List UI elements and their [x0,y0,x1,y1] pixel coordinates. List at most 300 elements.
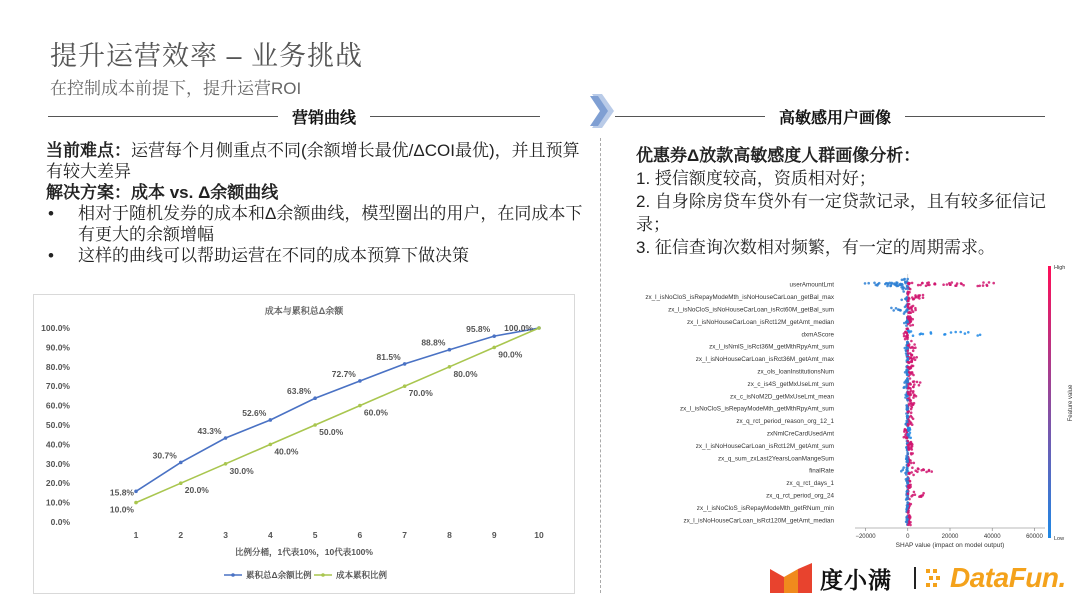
datafun-logo-text: DataFun. [950,562,1066,593]
shap-point [919,381,922,384]
shap-point [907,423,910,426]
shap-point [964,332,967,335]
data-point [224,462,228,466]
shap-point [926,282,929,285]
shap-point [911,494,914,497]
shap-point [907,444,910,447]
shap-point [877,283,880,286]
x-tick-label: 4 [267,530,273,540]
shap-point [906,490,909,493]
shap-point [912,305,915,308]
shap-point [982,281,985,284]
x-tick-label: 5 [312,530,318,540]
series-line-0 [136,328,539,491]
shap-point [909,524,912,527]
x-tick-label: 10 [534,530,544,540]
shap-point [914,309,917,312]
shap-point [904,331,907,334]
data-label: 81.5% [376,351,401,362]
feature-label: zx_l_isNoHouseCarLoan_isRct12M_getAmt_median [686,318,834,326]
shap-point [911,296,914,299]
shap-point [903,278,906,281]
feature-label: zx_c_is4S_getMxUseLmt_sum [747,380,834,388]
x-tick-label: 20000 [941,534,959,540]
shap-point [913,380,916,383]
shap-point [907,427,910,430]
shap-point [914,469,917,472]
line-chart-svg [34,295,574,593]
shap-point [910,393,913,396]
shap-point [906,377,909,380]
analysis-title: 优惠券Δ放款高敏感度人群画像分析： [636,146,921,165]
shap-point [910,340,913,343]
shap-point [902,466,905,469]
shap-point [914,346,917,349]
x-tick-label: 60000 [1026,534,1043,540]
x-tick-label: 3 [223,530,228,540]
shap-point [956,282,959,285]
shap-point [867,282,870,285]
heading-label: 营销曲线 [292,109,357,127]
shap-point [909,377,912,380]
shap-point [909,459,912,462]
shap-point [906,285,909,288]
data-point [134,490,138,494]
shap-point [905,385,908,388]
data-label: 80.0% [453,368,478,379]
shap-point [905,473,908,476]
feature-label: zx_l_isNoHouseCarLoan_isRct12M_getAmt_sum [695,442,834,450]
shap-point [906,336,909,339]
shap-point [909,387,912,390]
shap-point [948,282,951,285]
shap-point [906,278,909,281]
x-tick-label: −20000 [855,534,876,540]
shap-point [914,493,917,496]
shap-point [913,394,916,397]
list-item [46,245,591,266]
shap-point [912,350,915,353]
shap-point [918,384,921,387]
feature-label: dxmAScore [801,331,834,339]
shap-point [909,324,912,327]
shap-point [906,416,909,419]
x-axis-label: 比例分桶，1代表10%，10代表100% [235,547,373,557]
shap-point [907,518,910,521]
left-text-block [46,140,591,266]
heading-rule [615,116,765,117]
shap-point [896,285,899,288]
shap-point [907,381,910,384]
shap-point [920,495,923,498]
data-label: 52.6% [242,407,267,418]
data-label: 10.0% [109,504,134,515]
data-label: 100.0% [504,323,533,333]
shap-point [904,338,907,341]
y-tick-label: 10.0% [45,497,70,508]
shap-point [907,291,910,294]
left-section-heading [48,104,588,128]
shap-point [886,285,889,288]
list-item: 2. 自身除房贷车贷外有一定贷款记录，且有较多征信记录； [636,192,1046,234]
shap-point [904,311,907,314]
shap-point [910,442,913,445]
shap-point [913,383,916,386]
shap-point [907,509,910,512]
shap-point [910,411,913,414]
data-point [313,423,317,427]
feature-label: zx_q_rct_period_reason_org_12_1 [736,418,834,426]
colorbar-high-label: High [1054,265,1066,271]
feature-label: finalRate [809,467,834,475]
shap-point [922,294,925,297]
data-point [403,362,407,366]
shap-point [911,346,914,349]
shap-point [907,411,910,414]
data-label: 90.0% [498,349,523,360]
data-point [358,404,362,408]
data-point [313,396,317,400]
list-item [46,203,591,245]
shap-point [900,299,903,302]
data-point [179,461,183,465]
shap-point [906,280,909,283]
data-label: 50.0% [319,427,344,437]
shap-point [930,331,933,334]
shap-point [906,357,909,360]
shap-point [915,356,918,359]
shap-point [930,470,933,473]
duxiaoman-logo-icon [770,563,812,593]
shap-point [892,309,895,312]
feature-label: zx_l_isNoCloS_isRepayModeMth_isNoHouseCarLoan_getBal_max [645,294,834,302]
shap-point [910,462,913,465]
shap-point [959,331,962,334]
shap-point [896,282,899,285]
shap-point [914,359,917,362]
bullet-glyph: • [48,246,54,265]
shap-point [890,283,893,286]
shap-point [909,288,912,291]
shap-point [911,466,914,469]
shap-point [907,429,910,432]
shap-point [906,482,909,485]
shap-point [988,281,991,284]
heading-label: 高敏感用户画像 [779,109,892,127]
data-label: 63.8% [287,386,312,397]
shap-chart-svg [605,258,1075,558]
data-label: 95.8% [466,324,491,335]
shap-point [906,507,909,510]
data-label: 88.8% [421,337,446,348]
shap-point [912,324,915,327]
shap-point [916,381,919,384]
shap-point [897,308,900,311]
legend-marker [231,573,235,577]
y-tick-label: 20.0% [45,478,70,489]
x-tick-label: 40000 [983,534,1001,540]
legend-marker [321,573,325,577]
shap-point [907,477,910,480]
shap-point [908,472,911,475]
colorbar-label: Feature value [1068,384,1074,422]
shap-point [917,284,920,287]
shap-point [979,334,982,337]
data-label: 40.0% [274,446,299,457]
data-label: 72.7% [331,368,356,379]
shap-point [911,372,914,375]
shap-point [906,468,909,471]
feature-label: zx_l_isNoCloS_isRepayModeMth_getMthRpyAmt_sum [680,405,834,413]
x-tick-label: 6 [357,530,363,540]
solution-label: 解决方案：成本 vs. Δ余额曲线 [46,183,279,202]
shap-point [912,310,915,313]
y-tick-label: 80.0% [45,361,70,372]
cost-balance-chart [33,294,575,594]
y-tick-label: 0.0% [50,517,70,527]
feature-label: userAmountLmt [789,281,834,289]
shap-point [985,284,988,287]
shap-point [912,396,915,399]
shap-point [914,296,917,299]
shap-point [907,321,910,324]
column-divider [600,138,601,593]
heading-rule [370,116,540,117]
difficulty-text: 运营每个月侧重点不同(余额增长最优/ΔCOI最优)，并且预算有较大差异 [46,141,580,181]
shap-point [910,389,913,392]
data-label: 60.0% [363,407,388,418]
data-label: 30.7% [152,450,177,461]
shap-point [905,498,908,501]
y-tick-label: 60.0% [45,400,70,411]
shap-point [907,492,910,495]
shap-point [906,369,909,372]
shap-point [908,515,911,518]
shap-point [976,334,979,337]
shap-point [904,435,907,438]
shap-point [946,283,949,286]
heading-rule [905,116,1045,117]
data-point [358,379,362,383]
data-label: 20.0% [184,485,209,496]
shap-point [907,447,910,450]
shap-point [982,284,985,287]
list-item: 1. 授信额度较高，资质相对好； [636,169,876,188]
shap-point [893,283,896,286]
data-label: 30.0% [229,465,254,476]
shap-summary-plot [605,258,1075,558]
shap-point [912,386,915,389]
shap-point [928,470,931,473]
shap-point [917,296,920,299]
shap-point [906,342,909,345]
shap-point [895,307,898,310]
shap-point [906,504,909,507]
shap-point [903,322,906,325]
shap-point [907,387,910,390]
shap-point [909,371,912,374]
feature-label: zx_l_isNmlS_isRct36M_getMthRpyAmt_sum [709,343,834,351]
shap-point [908,307,911,310]
data-point [448,365,452,369]
y-tick-label: 30.0% [45,458,70,469]
shap-point [901,283,904,286]
legend-label: 累积总Δ余额比例 [246,570,312,580]
chevron-right-icon [590,94,616,128]
y-tick-label: 100.0% [41,323,70,333]
shap-point [962,284,965,287]
shap-point [913,462,916,465]
shap-point [913,491,916,494]
shap-point [906,399,909,402]
data-label: 70.0% [408,388,433,399]
shap-point [921,282,924,285]
data-point [269,418,273,422]
solution-bullets [46,203,591,266]
shap-point [907,440,910,443]
shap-point [907,366,910,369]
y-tick-label: 50.0% [45,420,70,430]
shap-point [908,436,911,439]
feature-label: zxNmlCreCardUsedAmt [766,430,834,438]
shap-point [907,464,910,467]
page-subtitle: 在控制成本前提下，提升运营ROI [50,79,302,98]
shap-point [910,402,913,405]
data-point [492,346,496,350]
shap-point [902,288,905,291]
y-tick-label: 40.0% [45,439,70,450]
data-point [537,326,541,330]
feature-label: zx_l_isNoHouseCarLoan_isRct36M_getAmt_max [695,356,834,364]
shap-point [912,390,915,393]
x-tick-label: 0 [906,534,910,540]
feature-label: zx_l_isNoCloS_isRepayModeMth_getRNum_min [696,504,834,512]
feature-label: zx_q_rct_period_org_24 [766,492,834,500]
shap-point [908,486,911,489]
y-tick-label: 70.0% [45,381,70,392]
data-point [134,501,138,505]
bullet-glyph: • [48,204,54,223]
shap-point [992,282,995,285]
shap-point [919,284,922,287]
shap-point [911,406,914,409]
shap-point [906,309,909,312]
shap-point [907,300,910,303]
x-tick-label: 2 [178,530,184,540]
chart-title: 成本与累积总Δ余额 [264,306,344,316]
difficulty-paragraph [46,140,591,182]
shap-point [906,459,909,462]
shap-point [919,294,922,297]
data-label: 15.8% [109,487,134,498]
datafun-logo-icon [926,567,946,589]
shap-point [911,282,914,285]
x-tick-label: 7 [402,530,408,540]
shap-point [967,331,970,334]
shap-point [906,374,909,377]
logo-separator [914,567,916,589]
shap-point [950,331,953,334]
shap-point [933,283,936,286]
shap-point [910,311,913,314]
x-tick-label: 9 [491,530,497,540]
page-title: 提升运营效率 – 业务挑战 [50,41,364,71]
shap-point [911,354,914,357]
feature-label: zx_ols_loanInstitutionsNum [757,368,834,376]
shap-point [910,452,913,455]
shap-point [907,352,910,355]
shap-point [887,282,890,285]
shap-point [913,343,916,346]
shap-point [909,382,912,385]
shap-point [978,285,981,288]
right-section-heading [615,104,1055,128]
shap-point [908,317,911,320]
shap-point [911,364,914,367]
bullet-text: 这样的曲线可以帮助运营在不同的成本预算下做决策 [78,246,469,265]
x-tick-label: 8 [447,530,452,540]
shap-point [905,471,908,474]
series-line-1 [136,328,539,503]
shap-point [909,521,912,524]
shap-point [906,395,909,398]
shap-point [917,467,920,470]
data-point [224,436,228,440]
list-item: 3. 征信查询次数相对频繁，有一定的周期需求。 [636,238,995,257]
data-point [492,334,496,338]
feature-label: zx_q_sum_zxLast2YearsLoanMangeSum [718,455,834,463]
shap-point [954,284,957,287]
shap-point [943,333,946,336]
shap-point [902,290,905,293]
bullet-text: 相对于随机发券的成本和Δ余额曲线，模型圈出的用户，在同成本下有更大的余额增幅 [78,204,583,244]
y-tick-label: 90.0% [45,342,70,353]
shap-point [907,434,910,437]
heading-rule [48,116,278,117]
shap-point [906,327,909,330]
colorbar-low-label: Low [1054,536,1065,542]
data-point [269,443,273,447]
shap-point [951,281,954,284]
colorbar [1048,266,1051,538]
data-point [179,481,183,485]
shap-point [864,282,867,285]
shap-point [903,429,906,432]
shap-point [890,307,893,310]
legend-label: 成本累积比例 [336,570,388,580]
shap-point [913,402,916,405]
shap-point [907,350,910,353]
feature-label: zx_q_rct_days_1 [786,480,834,488]
shap-point [910,356,913,359]
shap-point [922,296,925,299]
shap-point [912,334,915,337]
shap-point [912,474,915,477]
feature-label: zx_l_isNoCloS_isNoHouseCarLoan_isRct60M_getBal_sum [668,306,834,314]
shap-point [873,282,876,285]
shap-point [907,524,910,527]
datafun-logo [926,560,1066,596]
shap-point [920,469,923,472]
shap-point [954,331,957,334]
difficulty-label: 当前难点： [46,141,131,160]
feature-label: zx_l_isNoHouseCarLoan_isRct120M_getAmt_median [683,517,834,525]
right-text-block [636,144,1056,259]
shap-point [942,283,945,286]
shap-point [910,422,913,425]
data-label: 43.3% [197,425,222,436]
shap-point [907,361,910,364]
